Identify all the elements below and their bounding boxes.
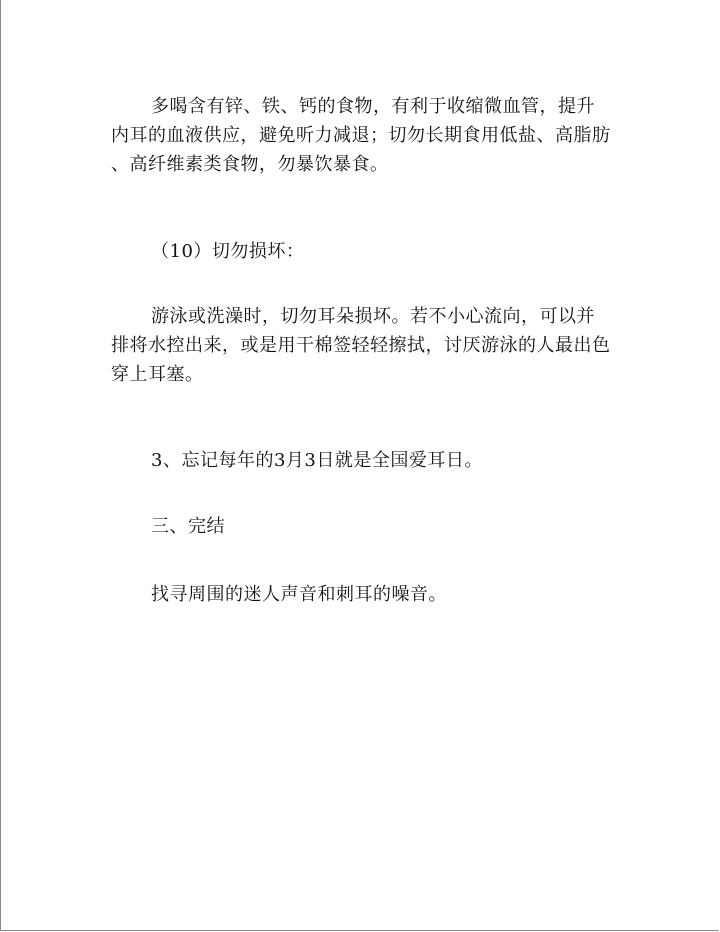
paragraph-diet-advice xyxy=(111,92,611,179)
text-line: 游泳或洗澡时，切勿耳朵损坏。若不小心流向，可以并 xyxy=(151,306,595,327)
text-line: 3、忘记每年的3月3日就是全国爱耳日。 xyxy=(151,450,483,471)
text-line: 穿上耳塞。 xyxy=(111,364,204,385)
text-line: 多喝含有锌、铁、钙的食物，有利于收缩微血管，提升 xyxy=(151,96,595,117)
paragraph-ear-day xyxy=(151,446,483,475)
text-line: 、高纤维素类食物，勿暴饮暴食。 xyxy=(111,154,389,175)
section-heading-conclusion xyxy=(151,512,225,541)
paragraph-closing xyxy=(151,580,447,609)
section-heading-10 xyxy=(151,237,304,266)
text-line: 排将水控出来，或是用干棉签轻轻擦拭，讨厌游泳的人最出色 xyxy=(111,335,611,356)
text-line: 找寻周围的迷人声音和刺耳的噪音。 xyxy=(151,584,447,605)
text-line: 内耳的血液供应，避免听力减退；切勿长期食用低盐、高脂肪 xyxy=(111,125,611,146)
paragraph-swimming-advice xyxy=(111,302,611,389)
text-line: （10）切勿损坏： xyxy=(151,241,305,262)
text-line: 三、完结 xyxy=(151,516,225,537)
